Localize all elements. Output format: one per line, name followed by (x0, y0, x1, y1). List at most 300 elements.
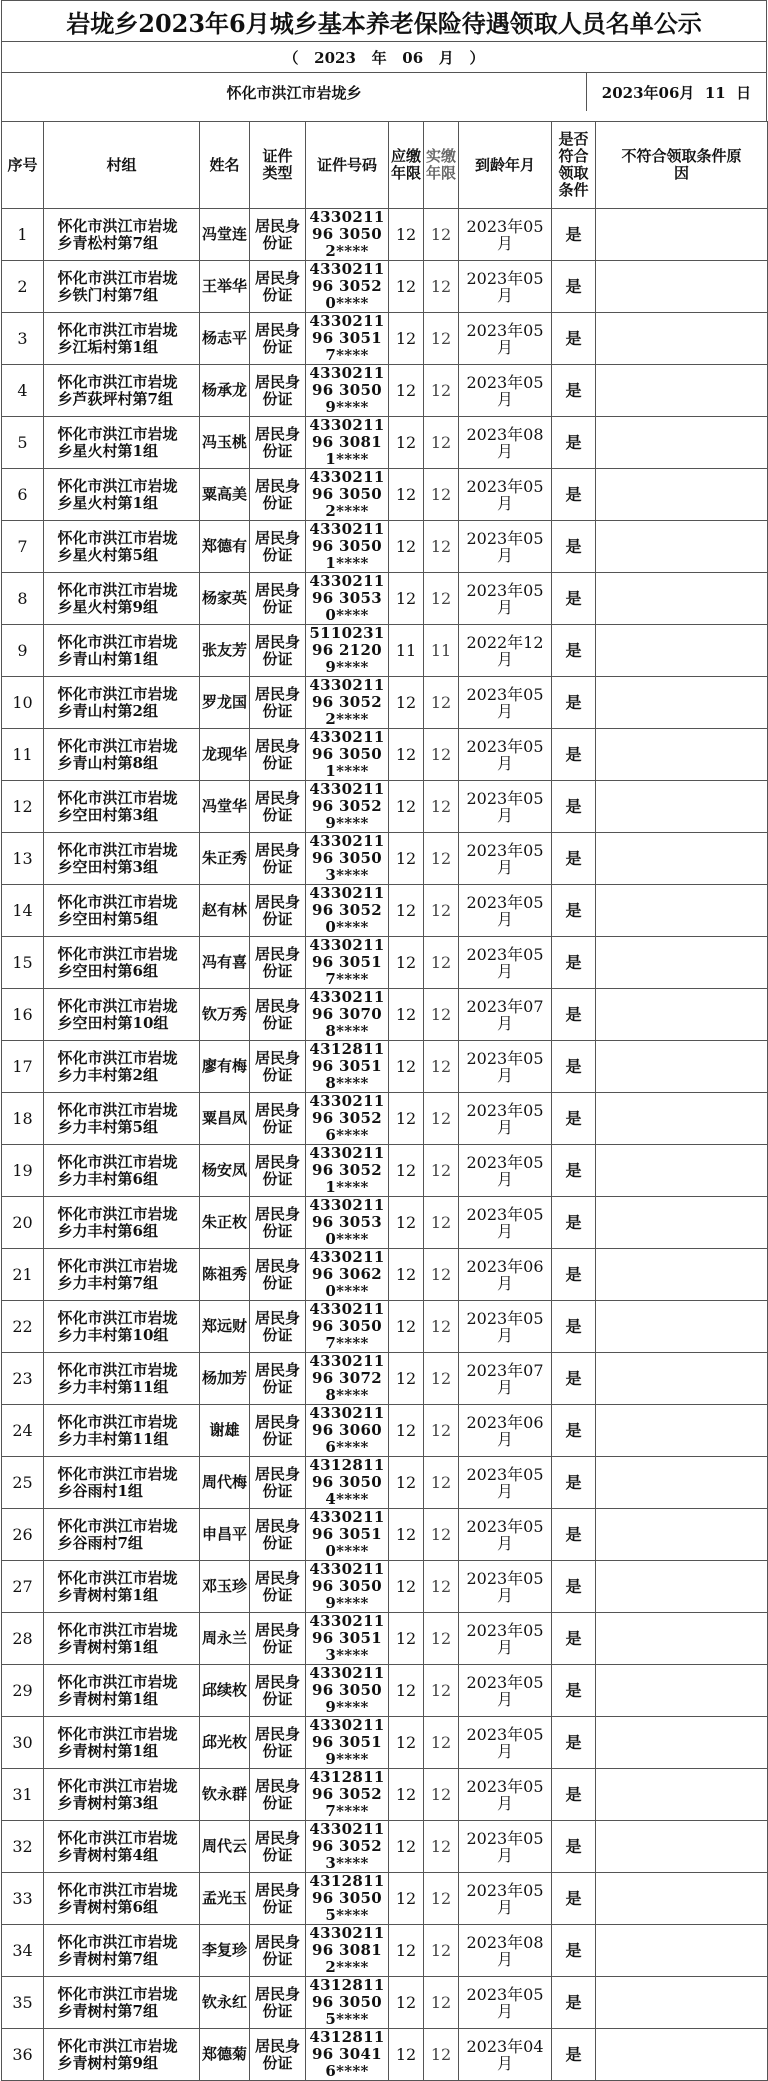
age-month-cell (459, 1977, 552, 2029)
paid-years-cell-text: 12 (430, 1057, 452, 1076)
paid-years-cell (424, 313, 459, 365)
reason-cell (596, 1821, 768, 1873)
eligible-cell-text: 是 (565, 849, 582, 868)
age-month-cell-text: 2023年05月 (466, 1308, 544, 1345)
age-month-cell-text: 2023年05月 (466, 320, 544, 357)
due-years-cell-text: 12 (395, 1733, 417, 1752)
eligible-cell-text: 是 (565, 797, 582, 816)
age-month-cell-text: 2023年05月 (466, 1048, 544, 1085)
eligible-cell-text: 是 (565, 1057, 582, 1076)
village-cell (44, 1977, 200, 2029)
age-month-cell-text: 2023年05月 (466, 1620, 544, 1657)
reason-cell (596, 1405, 768, 1457)
eligible-cell-text: 是 (565, 1941, 582, 1960)
paid-years-cell-text: 12 (430, 1369, 452, 1388)
seq-cell (2, 1041, 44, 1093)
eligible-cell-text: 是 (565, 1473, 582, 1492)
table-row (2, 833, 768, 885)
village-cell (44, 1717, 200, 1769)
village-cell (44, 989, 200, 1041)
id-number-cell-text: 433021196 30501**** (309, 728, 385, 780)
table-row (2, 1873, 768, 1925)
id-number-cell-text: 433021196 30509**** (309, 364, 385, 416)
due-years-cell-text: 12 (395, 329, 417, 348)
name-cell-text: 朱正枚 (201, 1213, 247, 1231)
seq-cell-text: 29 (12, 1681, 33, 1700)
id-type-cell (250, 1717, 306, 1769)
id-number-cell (306, 2029, 389, 2081)
due-years-cell-text: 12 (395, 1473, 417, 1492)
eligible-cell (552, 1925, 596, 1977)
id-type-cell-text: 居民身份证 (254, 528, 300, 564)
table-row (2, 1821, 768, 1873)
eligible-cell-text: 是 (565, 1213, 582, 1232)
name-cell-text: 周代梅 (201, 1473, 247, 1491)
name-cell (200, 2029, 250, 2081)
eligible-cell-text: 是 (565, 693, 582, 712)
due-years-cell-text: 12 (395, 589, 417, 608)
paid-years-cell-text: 11 (430, 641, 452, 660)
paid-years-cell (424, 625, 459, 677)
age-month-cell-text: 2023年05月 (466, 1984, 544, 2021)
id-type-cell-text: 居民身份证 (254, 320, 300, 356)
seq-cell-text: 17 (12, 1057, 33, 1076)
age-month-cell-text: 2023年05月 (466, 1100, 544, 1137)
id-type-cell-text: 居民身份证 (254, 1412, 300, 1448)
paid-years-cell (424, 1873, 459, 1925)
due-years-cell (389, 573, 424, 625)
due-years-cell (389, 1197, 424, 1249)
paid-years-cell-text: 12 (430, 589, 452, 608)
seq-cell-text: 7 (17, 537, 28, 556)
id-type-cell (250, 1561, 306, 1613)
id-number-cell-text: 433021196 30502**** (309, 468, 385, 520)
id-type-cell (250, 521, 306, 573)
eligible-cell (552, 573, 596, 625)
due-years-cell-text: 12 (395, 1213, 417, 1232)
table-row (2, 2029, 768, 2081)
age-month-cell (459, 209, 552, 261)
paid-years-cell (424, 1821, 459, 1873)
name-cell-text: 杨安凤 (201, 1161, 247, 1179)
name-cell (200, 573, 250, 625)
seq-cell (2, 521, 44, 573)
eligible-cell (552, 365, 596, 417)
age-month-cell (459, 781, 552, 833)
reason-cell (596, 1301, 768, 1353)
paid-years-cell (424, 1717, 459, 1769)
paid-years-cell-text: 12 (430, 849, 452, 868)
due-years-cell (389, 1145, 424, 1197)
eligible-cell (552, 209, 596, 261)
seq-cell-text: 2 (17, 277, 28, 296)
eligible-cell-text: 是 (565, 1369, 582, 1388)
announce-date: 2023年06月 11 日 (601, 83, 752, 102)
eligible-cell-text: 是 (565, 1681, 582, 1700)
id-type-cell (250, 1353, 306, 1405)
eligible-cell (552, 1717, 596, 1769)
eligible-cell (552, 2029, 596, 2081)
name-cell (200, 885, 250, 937)
seq-cell (2, 417, 44, 469)
village-cell-text: 怀化市洪江市岩垅乡青树村第7组 (57, 1984, 178, 2020)
due-years-cell (389, 313, 424, 365)
table-row (2, 209, 768, 261)
age-month-cell-text: 2023年05月 (466, 476, 544, 513)
age-month-cell-text: 2023年05月 (466, 268, 544, 305)
id-type-cell-text: 居民身份证 (254, 268, 300, 304)
due-years-cell-text: 12 (395, 537, 417, 556)
eligible-cell (552, 1093, 596, 1145)
eligible-cell (552, 1873, 596, 1925)
paid-years-cell (424, 1509, 459, 1561)
id-type-cell-text: 居民身份证 (254, 1620, 300, 1656)
village-cell (44, 2029, 200, 2081)
name-cell-text: 张友芳 (201, 641, 247, 659)
seq-cell (2, 937, 44, 989)
name-cell (200, 729, 250, 781)
age-month-cell-text: 2023年05月 (466, 1672, 544, 1709)
eligible-cell (552, 1457, 596, 1509)
id-type-cell (250, 573, 306, 625)
info-gap (1, 111, 767, 121)
eligible-cell (552, 1197, 596, 1249)
seq-cell (2, 1509, 44, 1561)
seq-cell-text: 13 (12, 849, 33, 868)
village-cell-text: 怀化市洪江市岩垅乡青山村第2组 (57, 684, 178, 720)
seq-cell (2, 1093, 44, 1145)
paid-years-cell (424, 209, 459, 261)
seq-cell (2, 2029, 44, 2081)
reason-cell (596, 365, 768, 417)
age-month-cell (459, 1145, 552, 1197)
due-years-cell (389, 261, 424, 313)
id-number-cell-text: 433021196 30510**** (309, 1508, 385, 1560)
name-cell (200, 1613, 250, 1665)
eligible-cell-text: 是 (565, 1421, 582, 1440)
eligible-cell-text: 是 (565, 1109, 582, 1128)
paid-years-cell (424, 573, 459, 625)
reason-cell (596, 469, 768, 521)
seq-cell (2, 885, 44, 937)
id-type-cell (250, 1613, 306, 1665)
id-type-cell (250, 1249, 306, 1301)
paid-years-cell (424, 1301, 459, 1353)
paid-years-cell-text: 12 (430, 537, 452, 556)
eligible-cell (552, 937, 596, 989)
id-type-cell-text: 居民身份证 (254, 424, 300, 460)
id-type-cell-text: 居民身份证 (254, 996, 300, 1032)
table-row (2, 1925, 768, 1977)
village-cell-text: 怀化市洪江市岩垅乡青树村第7组 (57, 1932, 178, 1968)
name-cell-text: 罗龙国 (201, 693, 247, 711)
name-cell (200, 1821, 250, 1873)
village-cell (44, 1197, 200, 1249)
age-month-cell (459, 469, 552, 521)
seq-cell-text: 36 (12, 2045, 33, 2064)
id-number-cell (306, 1509, 389, 1561)
id-type-cell (250, 209, 306, 261)
age-month-cell-text: 2023年06月 (466, 1256, 544, 1293)
id-number-cell-text: 433021196 30526**** (309, 1092, 385, 1144)
seq-cell (2, 989, 44, 1041)
name-cell (200, 781, 250, 833)
id-type-cell-text: 居民身份证 (254, 2036, 300, 2072)
due-years-cell (389, 1353, 424, 1405)
paid-years-cell-text: 12 (430, 433, 452, 452)
paid-years-cell-text: 12 (430, 1317, 452, 1336)
header-village: 村组 (44, 122, 200, 209)
age-month-cell-text: 2023年05月 (466, 1152, 544, 1189)
id-number-cell (306, 1041, 389, 1093)
id-type-cell (250, 1873, 306, 1925)
id-number-cell-text: 433021196 30606**** (309, 1404, 385, 1456)
village-cell (44, 417, 200, 469)
village-cell (44, 1665, 200, 1717)
header-id-type (250, 122, 306, 209)
village-cell-text: 怀化市洪江市岩垅乡青树村第4组 (57, 1828, 178, 1864)
age-month-cell (459, 261, 552, 313)
table-row (2, 1717, 768, 1769)
seq-cell-text: 14 (12, 901, 33, 920)
period-line: （ 2023 年 06 月 ） (1, 41, 767, 72)
header-eligible-text: 是否符合领取条件 (558, 130, 589, 199)
paid-years-cell-text: 12 (430, 693, 452, 712)
due-years-cell-text: 12 (395, 277, 417, 296)
name-cell-text: 冯堂华 (201, 797, 247, 815)
name-cell (200, 417, 250, 469)
eligible-cell (552, 1561, 596, 1613)
table-row (2, 1353, 768, 1405)
eligible-cell-text: 是 (565, 1265, 582, 1284)
village-cell (44, 313, 200, 365)
name-cell-text: 杨家英 (201, 589, 247, 607)
due-years-cell-text: 12 (395, 1577, 417, 1596)
age-month-cell (459, 989, 552, 1041)
name-cell (200, 937, 250, 989)
name-cell-text: 杨加芳 (201, 1369, 247, 1387)
id-number-cell-text: 511023196 21209**** (309, 624, 385, 676)
due-years-cell (389, 1925, 424, 1977)
reason-cell (596, 209, 768, 261)
village-cell-text: 怀化市洪江市岩垅乡青松村第7组 (57, 216, 178, 252)
seq-cell (2, 1977, 44, 2029)
id-type-cell (250, 1821, 306, 1873)
id-type-cell (250, 1925, 306, 1977)
reason-cell (596, 1613, 768, 1665)
id-number-cell (306, 1665, 389, 1717)
eligible-cell-text: 是 (565, 1317, 582, 1336)
age-month-cell (459, 885, 552, 937)
age-month-cell-text: 2023年07月 (466, 1360, 544, 1397)
due-years-cell (389, 885, 424, 937)
name-cell (200, 521, 250, 573)
eligible-cell-text: 是 (565, 1837, 582, 1856)
paid-years-cell-text: 12 (430, 1473, 452, 1492)
due-years-cell (389, 1405, 424, 1457)
paid-years-cell (424, 937, 459, 989)
header-reason (596, 122, 768, 209)
table-row (2, 1613, 768, 1665)
village-cell-text: 怀化市洪江市岩垅乡星火村第9组 (57, 580, 178, 616)
age-month-cell-text: 2022年12月 (466, 632, 544, 669)
name-cell-text: 谢雄 (209, 1421, 240, 1439)
village-cell (44, 885, 200, 937)
eligible-cell (552, 833, 596, 885)
header-id-type-text: 证件类型 (262, 147, 293, 182)
id-type-cell-text: 居民身份证 (254, 684, 300, 720)
id-type-cell-text: 居民身份证 (254, 1464, 300, 1500)
table-row (2, 781, 768, 833)
eligible-cell-text: 是 (565, 433, 582, 452)
eligible-cell-text: 是 (565, 1525, 582, 1544)
village-cell (44, 729, 200, 781)
due-years-cell (389, 209, 424, 261)
eligible-cell (552, 1665, 596, 1717)
paid-years-cell (424, 729, 459, 781)
seq-cell (2, 1769, 44, 1821)
due-years-cell (389, 1561, 424, 1613)
id-number-cell (306, 209, 389, 261)
id-number-cell (306, 1093, 389, 1145)
age-month-cell (459, 1613, 552, 1665)
seq-cell-text: 10 (12, 693, 33, 712)
name-cell-text: 周代云 (201, 1837, 247, 1855)
seq-cell (2, 1301, 44, 1353)
village-cell (44, 1509, 200, 1561)
id-number-cell (306, 1145, 389, 1197)
paid-years-cell-text: 12 (430, 1993, 452, 2012)
paid-years-cell (424, 365, 459, 417)
id-number-cell-text: 433021196 30520**** (309, 884, 385, 936)
name-cell-text: 钦永红 (201, 1993, 247, 2011)
reason-cell (596, 1353, 768, 1405)
id-type-cell-text: 居民身份证 (254, 1256, 300, 1292)
paid-years-cell-text: 12 (430, 225, 452, 244)
table-row (2, 1249, 768, 1301)
paid-years-cell-text: 12 (430, 381, 452, 400)
village-cell-text: 怀化市洪江市岩垅乡空田村第6组 (57, 944, 178, 980)
name-cell-text: 冯有喜 (201, 953, 247, 971)
seq-cell-text: 24 (12, 1421, 33, 1440)
due-years-cell-text: 12 (395, 1161, 417, 1180)
header-paid-years-text: 实缴年限 (425, 147, 456, 182)
seq-cell (2, 625, 44, 677)
name-cell (200, 1145, 250, 1197)
seq-cell (2, 1873, 44, 1925)
eligible-cell-text: 是 (565, 277, 582, 296)
age-month-cell (459, 729, 552, 781)
info-row (1, 72, 767, 111)
village-cell-text: 怀化市洪江市岩垅乡青树村第1组 (57, 1568, 178, 1604)
table-row (2, 729, 768, 781)
paid-years-cell (424, 417, 459, 469)
header-eligible (552, 122, 596, 209)
eligible-cell (552, 989, 596, 1041)
eligible-cell-text: 是 (565, 329, 582, 348)
table-row (2, 1769, 768, 1821)
name-cell-text: 申昌平 (201, 1525, 247, 1543)
eligible-cell-text: 是 (565, 901, 582, 920)
id-number-cell-text: 433021196 30519**** (309, 1716, 385, 1768)
paid-years-cell (424, 677, 459, 729)
paid-years-cell (424, 1925, 459, 1977)
seq-cell-text: 8 (17, 589, 28, 608)
name-cell-text: 龙现华 (201, 745, 247, 763)
seq-cell (2, 313, 44, 365)
paid-years-cell-text: 12 (430, 1629, 452, 1648)
id-type-cell-text: 居民身份证 (254, 1100, 300, 1136)
due-years-cell-text: 11 (395, 641, 417, 660)
id-number-cell-text: 431281196 30505**** (309, 1976, 385, 2028)
id-type-cell (250, 1977, 306, 2029)
village-cell-text: 怀化市洪江市岩垅乡力丰村第10组 (57, 1308, 178, 1344)
name-cell-text: 孟光玉 (201, 1889, 247, 1907)
id-type-cell-text: 居民身份证 (254, 372, 300, 408)
id-number-cell-text: 433021196 30708**** (309, 988, 385, 1040)
name-cell-text: 郑德菊 (201, 2045, 247, 2063)
id-number-cell (306, 1977, 389, 2029)
id-type-cell (250, 1197, 306, 1249)
age-month-cell (459, 1821, 552, 1873)
due-years-cell-text: 12 (395, 1525, 417, 1544)
id-number-cell-text: 433021196 30523**** (309, 1820, 385, 1872)
name-cell (200, 209, 250, 261)
reason-cell (596, 1145, 768, 1197)
paid-years-cell-text: 12 (430, 485, 452, 504)
village-cell (44, 469, 200, 521)
seq-cell-text: 32 (12, 1837, 33, 1856)
reason-cell (596, 1457, 768, 1509)
name-cell-text: 粟昌凤 (201, 1109, 247, 1127)
name-cell-text: 周永兰 (201, 1629, 247, 1647)
seq-cell (2, 1665, 44, 1717)
due-years-cell (389, 1301, 424, 1353)
id-type-cell-text: 居民身份证 (254, 840, 300, 876)
id-number-cell (306, 469, 389, 521)
due-years-cell-text: 12 (395, 1681, 417, 1700)
name-cell-text: 邓玉珍 (201, 1577, 247, 1595)
age-month-cell (459, 1041, 552, 1093)
age-month-cell (459, 417, 552, 469)
seq-cell (2, 1249, 44, 1301)
paid-years-cell (424, 1093, 459, 1145)
id-number-cell-text: 433021196 30520**** (309, 260, 385, 312)
name-cell (200, 625, 250, 677)
age-month-cell-text: 2023年05月 (466, 944, 544, 981)
id-number-cell-text: 433021196 30529**** (309, 780, 385, 832)
village-cell (44, 1457, 200, 1509)
table-row (2, 625, 768, 677)
due-years-cell (389, 833, 424, 885)
due-years-cell (389, 781, 424, 833)
age-month-cell (459, 1665, 552, 1717)
id-number-cell (306, 1405, 389, 1457)
seq-cell (2, 1613, 44, 1665)
reason-cell (596, 521, 768, 573)
name-cell (200, 1457, 250, 1509)
due-years-cell (389, 625, 424, 677)
id-number-cell (306, 937, 389, 989)
paid-years-cell-text: 12 (430, 1265, 452, 1284)
due-years-cell (389, 1249, 424, 1301)
seq-cell-text: 28 (12, 1629, 33, 1648)
village-cell-text: 怀化市洪江市岩垅乡青山村第1组 (57, 632, 178, 668)
village-cell-text: 怀化市洪江市岩垅乡谷雨村7组 (57, 1516, 178, 1552)
village-cell-text: 怀化市洪江市岩垅乡青树村第1组 (57, 1620, 178, 1656)
age-month-cell (459, 1301, 552, 1353)
village-cell-text: 怀化市洪江市岩垅乡青山村第8组 (57, 736, 178, 772)
